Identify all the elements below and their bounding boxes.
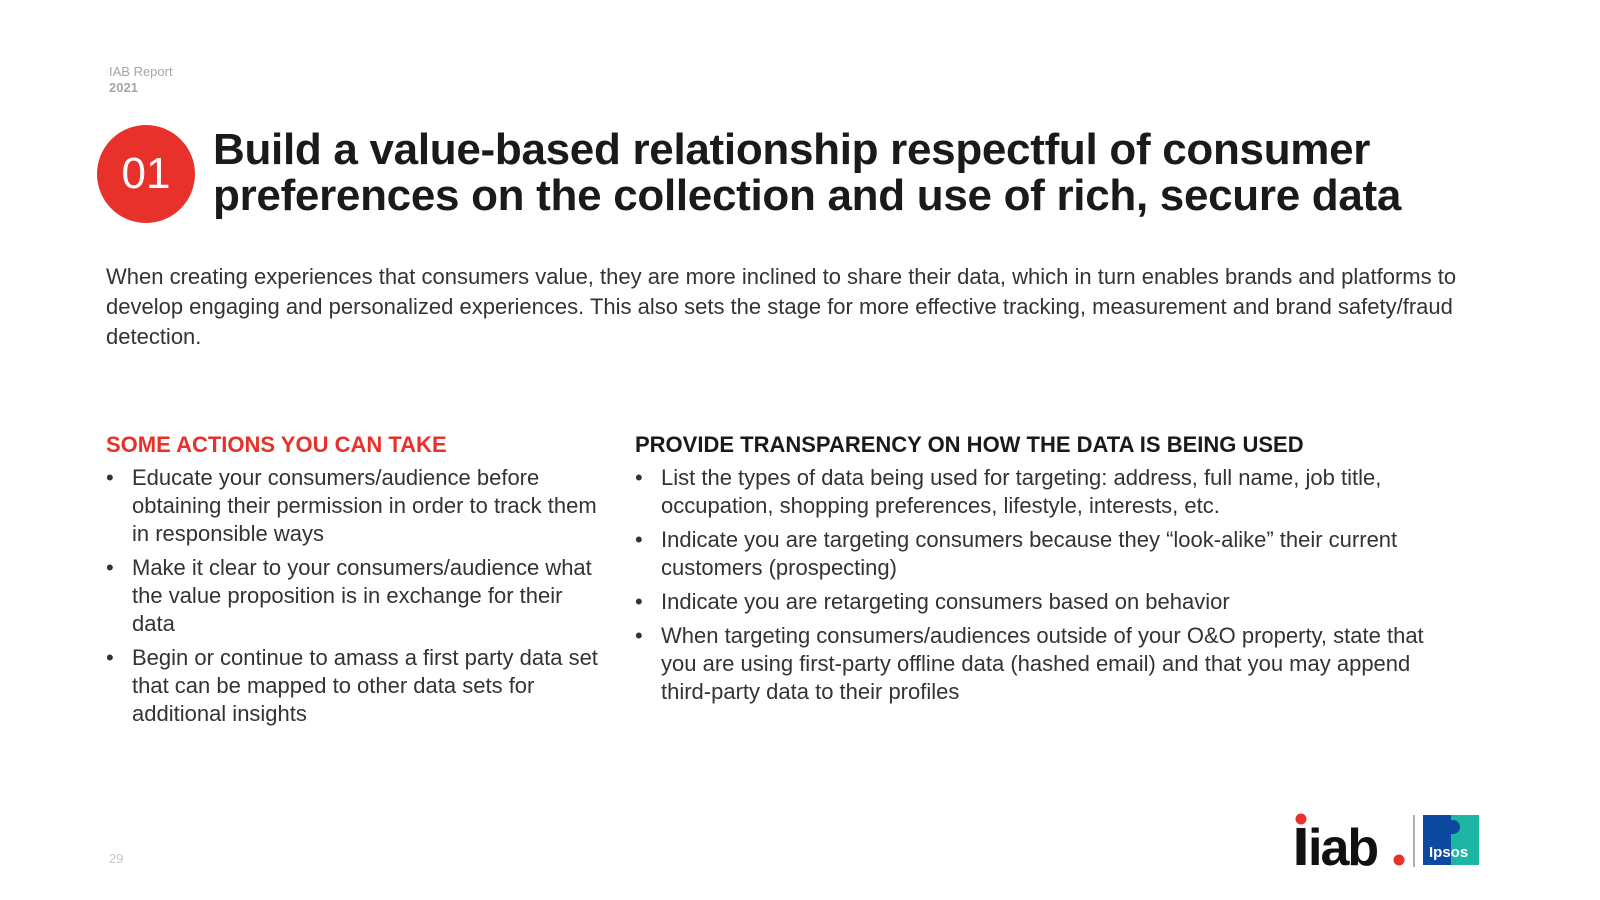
list-item [106, 554, 606, 638]
section-number-badge: 01 [97, 125, 195, 223]
actions-heading: SOME ACTIONS YOU CAN TAKE [106, 432, 447, 457]
list-item [106, 464, 606, 548]
ipsos-logo-text: Ipsos [1429, 844, 1469, 861]
list-item [106, 644, 606, 728]
bullet-icon: • [635, 465, 643, 490]
actions-column [106, 432, 606, 734]
list-item-text: Begin or continue to amass a first party data set that can be mapped to other data sets for additional insights [132, 645, 598, 726]
iab-logo-icon [1295, 813, 1407, 869]
list-item-text: When targeting consumers/audiences outside of your O&O property, state that you are using first-party offline data (hashed email) and that you may append third-party data to their profiles [661, 623, 1424, 704]
iab-logo-text: iab [1308, 819, 1378, 869]
section-title: Build a value-based relationship respectful of consumer preferences on the collection and use of rich, secure data [213, 125, 1402, 220]
transparency-list [635, 464, 1465, 706]
list-item-text: List the types of data being used for targeting: address, full name, job title, occupation, shopping preferences, lifestyle, interests, etc. [661, 465, 1382, 518]
logo-divider [1413, 815, 1415, 867]
footer-logos [1295, 813, 1485, 869]
page-number: 29 [109, 851, 124, 866]
list-item [635, 526, 1465, 582]
list-item-text: Make it clear to your consumers/audience what the value proposition is in exchange for their data [132, 555, 592, 636]
list-item [635, 588, 1465, 616]
list-item-text: Educate your consumers/audience before obtaining their permission in order to track them in responsible ways [132, 465, 597, 546]
ipsos-logo-icon [1423, 815, 1479, 865]
transparency-column [635, 432, 1465, 712]
bullet-icon: • [635, 623, 643, 648]
list-item [635, 464, 1465, 520]
section-intro: When creating experiences that consumers value, they are more inclined to share their data, which in turn enables brands and platforms to develop engaging and personalized experiences. This also sets the stage for more effective tracking, measurement and brand safety/fraud detection. [106, 264, 1457, 349]
report-label: IAB Report [109, 64, 173, 79]
bullet-icon: • [106, 465, 114, 490]
list-item-text: Indicate you are retargeting consumers based on behavior [661, 589, 1230, 614]
transparency-heading: PROVIDE TRANSPARENCY ON HOW THE DATA IS BEING USED [635, 432, 1304, 457]
actions-list [106, 464, 606, 728]
report-year: 2021 [109, 80, 138, 95]
list-item [635, 622, 1465, 706]
list-item-text: Indicate you are targeting consumers because they “look-alike” their current customers (prospecting) [661, 527, 1398, 580]
bullet-icon: • [106, 645, 114, 670]
bullet-icon: • [635, 589, 643, 614]
bullet-icon: • [106, 555, 114, 580]
bullet-icon: • [635, 527, 643, 552]
